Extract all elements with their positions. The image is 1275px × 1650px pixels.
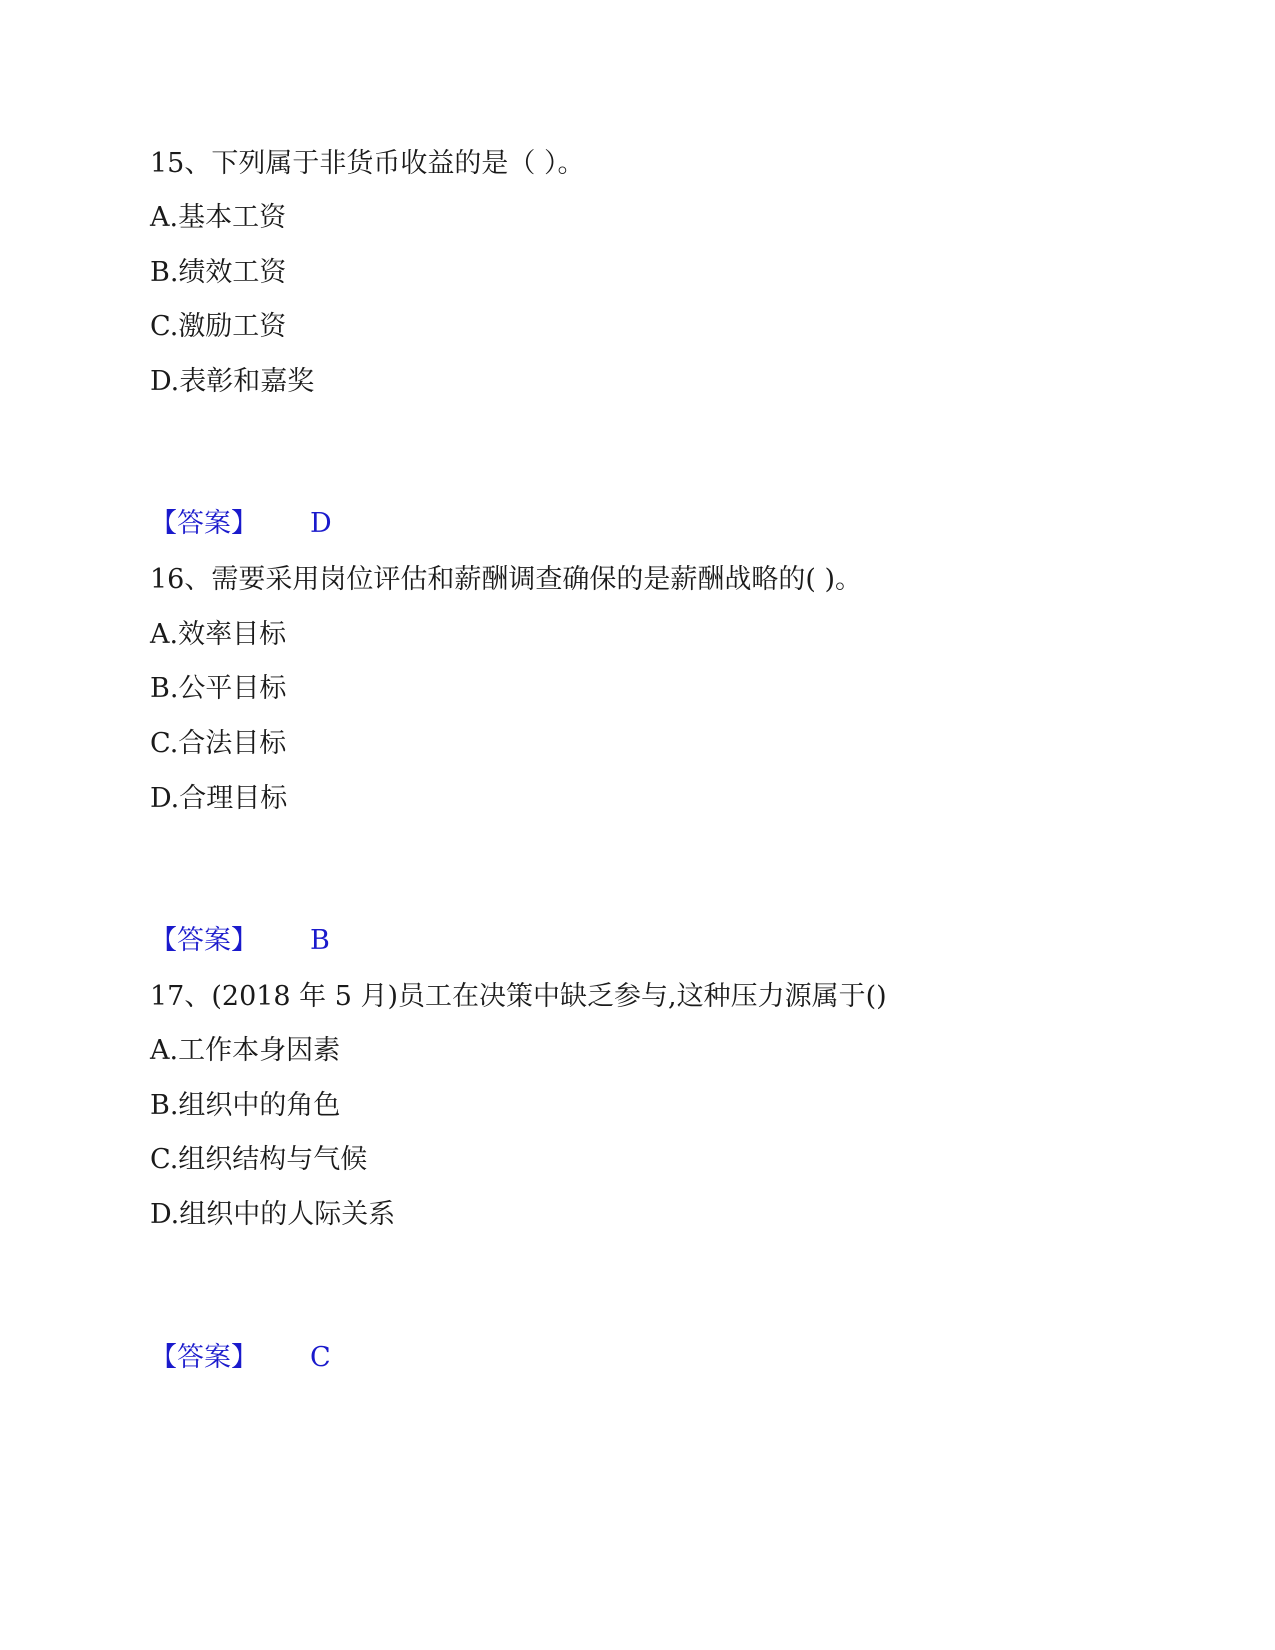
question-17-option-a: A.工作本身因素 [150,1035,341,1066]
answer-value: B [310,925,330,956]
answer-label: 【答案】 [150,508,258,539]
question-17-option-c: C.组织结构与气候 [150,1144,368,1175]
question-15-option-d: D.表彰和嘉奖 [150,366,315,397]
answer-label: 【答案】 [150,925,258,956]
answer-value: C [310,1342,331,1373]
question-15-option-a: A.基本工资 [150,202,287,233]
question-16-answer [150,923,330,959]
question-16-option-d: D.合理目标 [150,783,288,814]
question-17-stem: 17、(2018 年 5 月)员工在决策中缺乏参与,这种压力源属于() [150,981,887,1012]
question-17-option-d: D.组织中的人际关系 [150,1199,396,1230]
question-15-stem: 15、下列属于非货币收益的是（ ）。 [150,148,585,179]
question-16-option-a: A.效率目标 [150,619,287,650]
answer-label: 【答案】 [150,1342,258,1373]
answer-value: D [310,508,332,539]
question-16-option-b: B.公平目标 [150,673,287,704]
question-17-option-b: B.组织中的角色 [150,1090,341,1121]
question-16-option-c: C.合法目标 [150,728,287,759]
question-15-answer [150,506,332,542]
question-15-option-b: B.绩效工资 [150,257,287,288]
question-16-stem: 16、需要采用岗位评估和薪酬调查确保的是薪酬战略的( )。 [150,564,863,595]
question-15-option-c: C.激励工资 [150,311,287,342]
question-17-answer [150,1340,331,1376]
